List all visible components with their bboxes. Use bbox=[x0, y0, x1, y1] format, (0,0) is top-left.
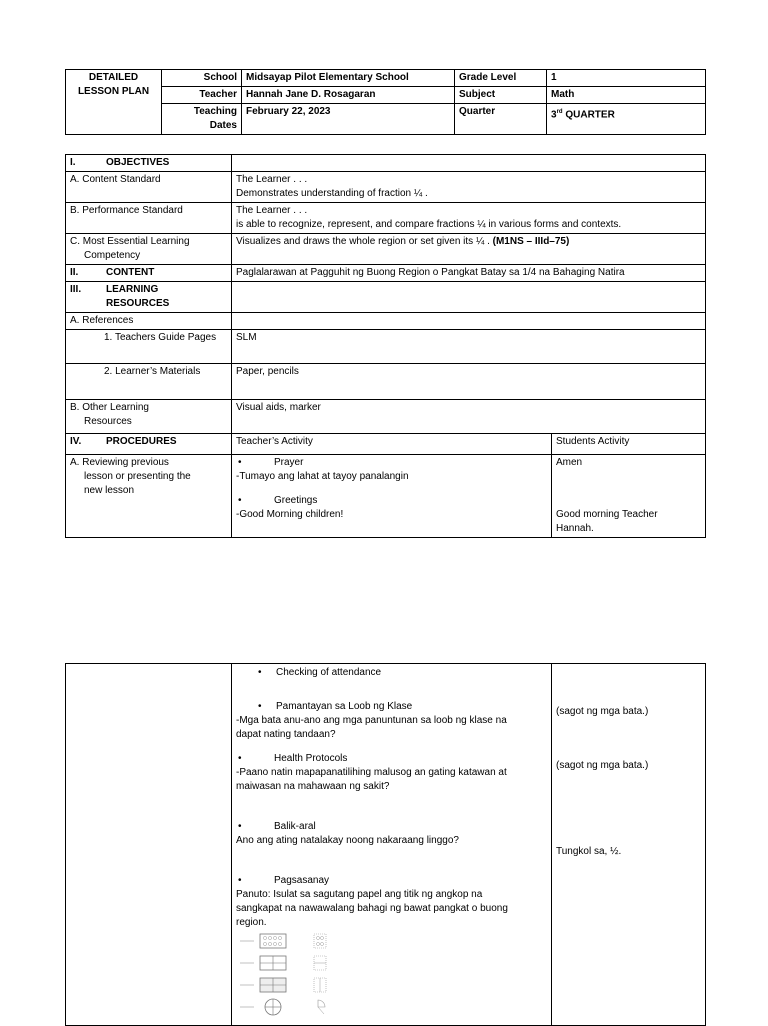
melc-label: C. Most Essential Learning Competency bbox=[66, 234, 232, 265]
procedures-heading: IV. PROCEDURES bbox=[66, 434, 232, 455]
learners-materials-value: Paper, pencils bbox=[232, 364, 706, 400]
figure-row-2 bbox=[236, 952, 547, 974]
subject-value: Math bbox=[547, 87, 706, 104]
page2-label-cell bbox=[66, 664, 232, 1026]
header-table bbox=[65, 69, 706, 135]
page2-table bbox=[65, 663, 706, 1026]
teacher-label: Teacher bbox=[162, 87, 242, 104]
other-resources-value: Visual aids, marker bbox=[232, 400, 706, 434]
objectives-blank bbox=[232, 155, 706, 172]
resources-heading: III. LEARNING RESOURCES bbox=[66, 282, 232, 313]
content-standard-value: The Learner . . . Demonstrates understanding of fraction ¼ . bbox=[232, 172, 706, 203]
references-blank bbox=[232, 313, 706, 330]
teachers-guide-label: 1. Teachers Guide Pages bbox=[66, 330, 232, 364]
references-label: A. References bbox=[66, 313, 232, 330]
school-value: Midsayap Pilot Elementary School bbox=[242, 70, 455, 87]
other-resources-label: B. Other Learning Resources bbox=[66, 400, 232, 434]
page2-student-activity: (sagot ng mga bata.) (sagot ng mga bata.) Tungkol sa, ½. bbox=[552, 664, 706, 1026]
school-label: School bbox=[162, 70, 242, 87]
objectives-heading: I. OBJECTIVES bbox=[66, 155, 232, 172]
fraction-figures bbox=[236, 930, 547, 1018]
teacher-value: Hannah Jane D. Rosagaran bbox=[242, 87, 455, 104]
review-student-activity: Amen Good morning Teacher Hannah. bbox=[552, 455, 706, 538]
grade-value: 1 bbox=[547, 70, 706, 87]
teachers-guide-value: SLM bbox=[232, 330, 706, 364]
subject-label: Subject bbox=[455, 87, 547, 104]
quarter-value: 3rd QUARTER bbox=[547, 104, 706, 135]
content-heading: II. CONTENT bbox=[66, 265, 232, 282]
grade-label: Grade Level bbox=[455, 70, 547, 87]
dates-value: February 22, 2023 bbox=[242, 104, 455, 135]
lesson-plan-table bbox=[65, 154, 706, 538]
quarter-label: Quarter bbox=[455, 104, 547, 135]
students-activity-header: Students Activity bbox=[552, 434, 706, 455]
lesson-plan-title: DETAILED LESSON PLAN bbox=[66, 70, 162, 135]
page2-teacher-activity: • Checking of attendance • Pamantayan sa Loob ng Klase -Mga bata anu-ano ang mga panuntunan sa loob ng klase na dapat nating tandaan? • Health Protocols -Paano natin mapapanatilihing malusog an gating katawan at maiwasan na mahawaan ng sakit? • Balik-aral Ano ang ating natalakay noong nakaraang linggo? • Pagsasanay Panuto: Isulat sa sagutang papel ang titik ng angkop na sangkapat na nawawalang bahagi ng bawat pangkat o buong region. bbox=[232, 664, 552, 1026]
performance-standard-value: The Learner . . . is able to recognize, represent, and compare fractions ¼ in various forms and contexts. bbox=[232, 203, 706, 234]
figure-row-3 bbox=[236, 974, 547, 996]
teacher-activity-header: Teacher’s Activity bbox=[232, 434, 552, 455]
learners-materials-label: 2. Learner’s Materials bbox=[66, 364, 232, 400]
melc-value: Visualizes and draws the whole region or set given its ¼ . (M1NS – IIId–75) bbox=[232, 234, 706, 265]
figure-row-4 bbox=[236, 996, 547, 1018]
dates-label: Teaching Dates bbox=[162, 104, 242, 135]
performance-standard-label: B. Performance Standard bbox=[66, 203, 232, 234]
content-value: Paglalarawan at Pagguhit ng Buong Region o Pangkat Batay sa 1/4 na Bahaging Natira bbox=[232, 265, 706, 282]
content-standard-label: A. Content Standard bbox=[66, 172, 232, 203]
review-teacher-activity: • Prayer -Tumayo ang lahat at tayoy panalangin • Greetings -Good Morning children! bbox=[232, 455, 552, 538]
resources-blank bbox=[232, 282, 706, 313]
reviewing-lesson-label: A. Reviewing previous lesson or presenting the new lesson bbox=[66, 455, 232, 538]
figure-row-1 bbox=[236, 930, 547, 952]
